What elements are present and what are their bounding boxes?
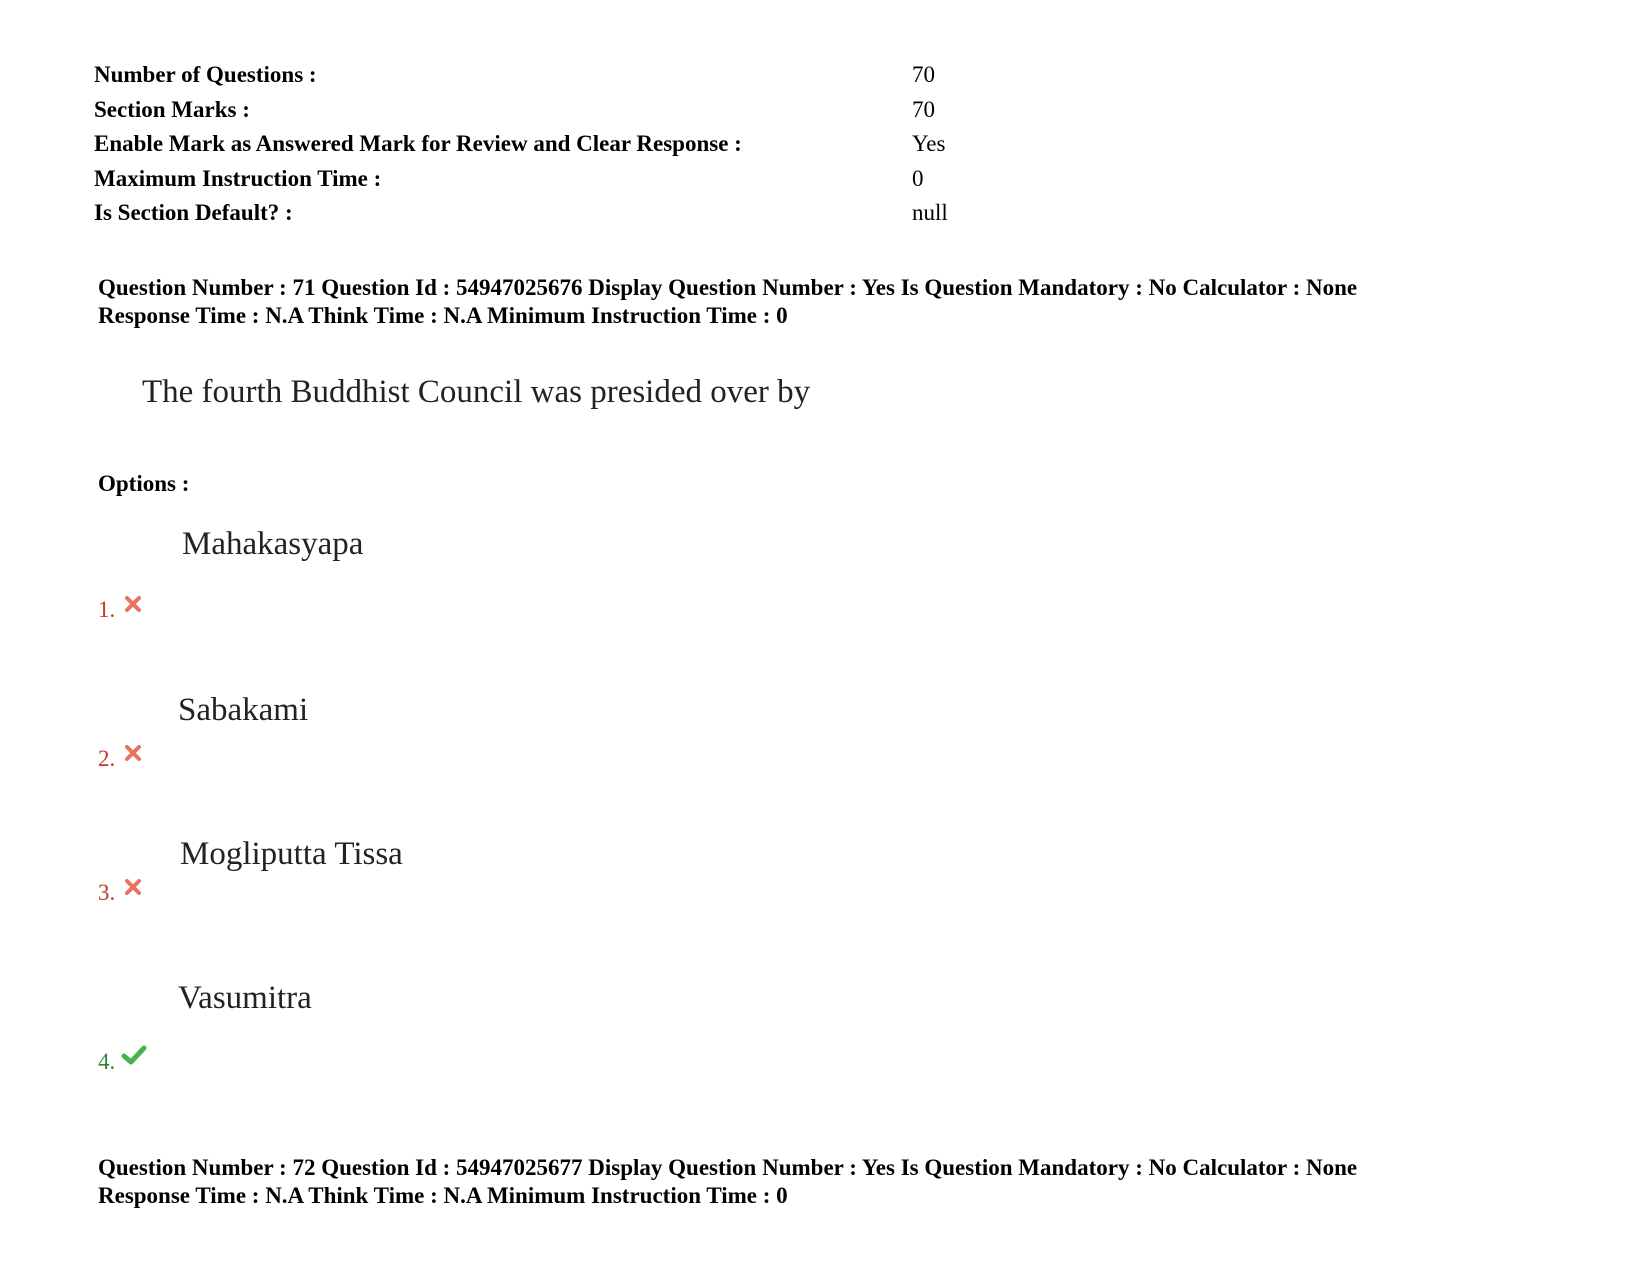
cross-icon xyxy=(124,875,146,897)
question-header-line2: Response Time : N.A Think Time : N.A Minimum Instruction Time : 0 xyxy=(98,1183,788,1208)
question-header-line1: Question Number : 71 Question Id : 54947025676 Display Question Number : Yes Is Question Mandatory : No Calculator : None xyxy=(98,275,1358,300)
info-label: Section Marks : xyxy=(94,96,250,122)
option-number: 1. xyxy=(98,597,116,622)
section-info-table xyxy=(94,58,1094,231)
check-icon xyxy=(121,1044,143,1066)
info-label: Number of Questions : xyxy=(94,62,317,87)
question-72-header xyxy=(98,1154,1357,1210)
info-row-enable-mark xyxy=(94,127,1094,162)
option-1-marker xyxy=(98,596,146,624)
info-label: Is Section Default? : xyxy=(94,200,293,225)
cross-icon xyxy=(124,592,146,614)
question-text: The fourth Buddhist Council was presided over by xyxy=(142,374,811,410)
option-4-text: Vasumitra xyxy=(178,980,312,1016)
options-label: Options : xyxy=(98,471,190,496)
option-1-text: Mahakasyapa xyxy=(182,526,364,562)
info-label: Maximum Instruction Time : xyxy=(94,165,382,191)
info-label: Enable Mark as Answered Mark for Review and Clear Response : xyxy=(94,131,742,156)
option-3-text: Mogliputta Tissa xyxy=(180,836,403,872)
option-number: 4. xyxy=(98,1049,116,1074)
question-header-line2: Response Time : N.A Think Time : N.A Minimum Instruction Time : 0 xyxy=(98,303,788,328)
option-3-marker xyxy=(98,879,146,907)
info-row-section-default xyxy=(94,196,1094,231)
info-row-max-instruction-time xyxy=(94,162,1094,197)
question-header-line1: Question Number : 72 Question Id : 54947025677 Display Question Number : Yes Is Question Mandatory : No Calculator : None xyxy=(98,1155,1358,1180)
option-number: 3. xyxy=(98,880,116,905)
info-row-number-of-questions xyxy=(94,58,1094,93)
cross-icon xyxy=(124,741,146,763)
info-value: null xyxy=(912,200,948,225)
info-value: 70 xyxy=(912,96,935,122)
info-value: Yes xyxy=(912,131,946,156)
question-71-header xyxy=(98,274,1357,330)
info-value: 70 xyxy=(912,62,935,87)
option-2-text: Sabakami xyxy=(178,692,309,728)
option-4-marker xyxy=(98,1048,143,1076)
option-2-marker xyxy=(98,745,146,773)
info-value: 0 xyxy=(912,165,924,191)
option-number: 2. xyxy=(98,746,116,771)
info-row-section-marks xyxy=(94,93,1094,128)
